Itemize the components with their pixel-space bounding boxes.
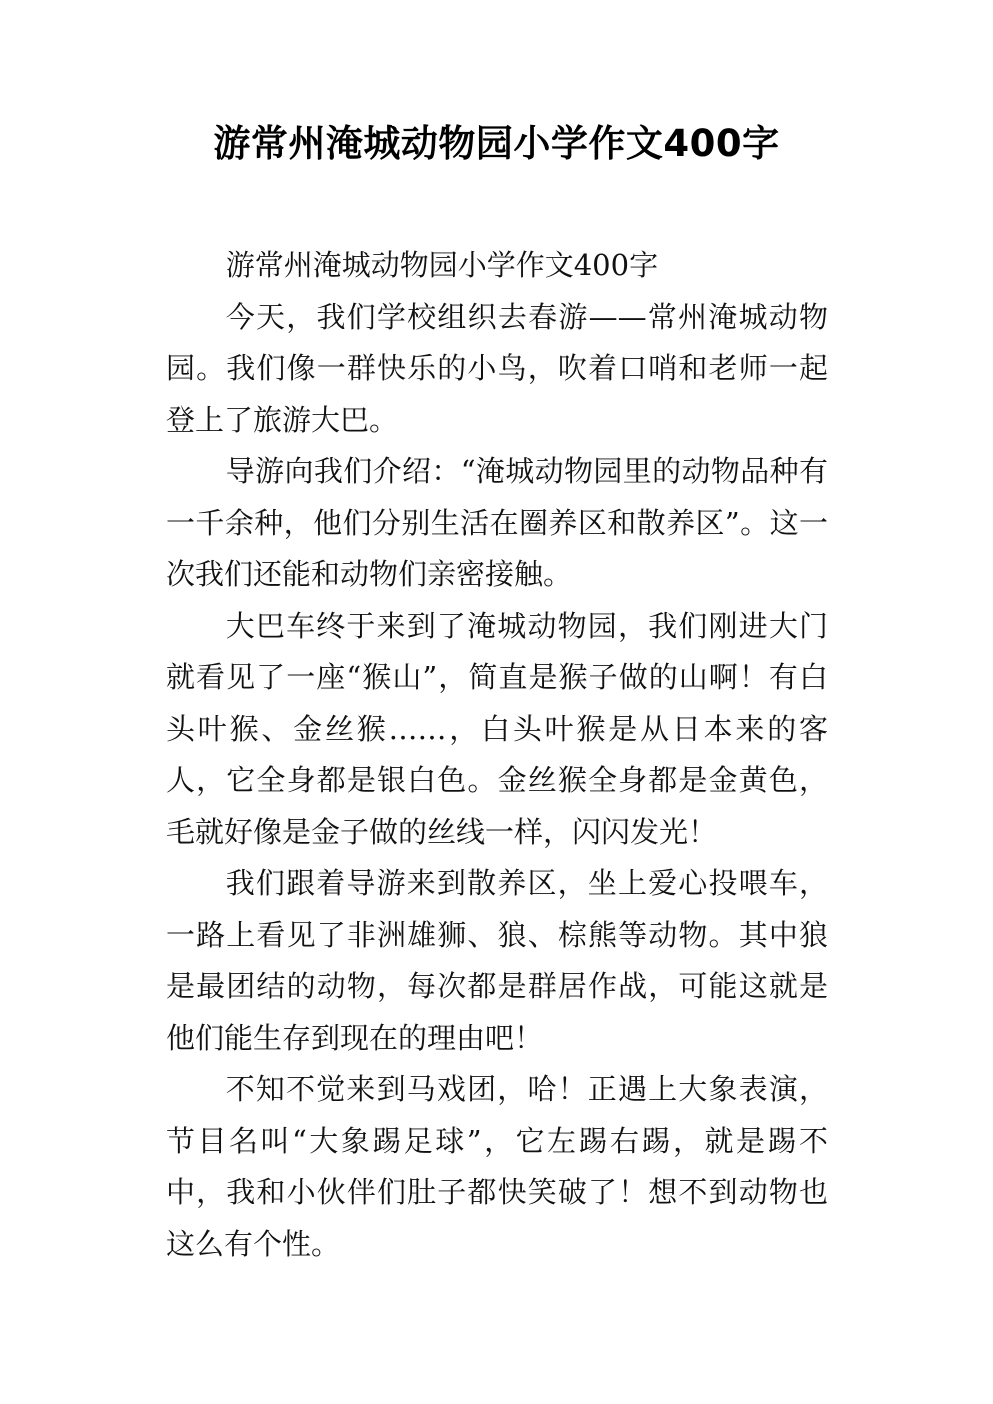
essay-paragraph-1: 今天，我们学校组织去春游——常州淹城动物园。我们像一群快乐的小鸟，吹着口哨和老师一起登上了旅游大巴。 [166,299,828,437]
page-title: 游常州淹城动物园小学作文400字 [213,122,780,165]
essay-paragraph-4: 我们跟着导游来到散养区，坐上爱心投喂车，一路上看见了非洲雄狮、狼、棕熊等动物。其中狼是最团结的动物，每次都是群居作战，可能这就是他们能生存到现在的理由吧！ [166,866,828,1055]
essay-paragraph-3: 大巴车终于来到了淹城动物园，我们刚进大门就看见了一座“猴山”，简直是猴子做的山啊！有白头叶猴、金丝猴……，白头叶猴是从日本来的客人，它全身都是银白色。金丝猴全身都是金黄色，毛就好像是金子做的丝线一样，闪闪发光！ [166,608,828,849]
essay-paragraph-5: 不知不觉来到马戏团，哈！正遇上大象表演，节目名叫“大象踢足球”，它左踢右踢，就是踢不中，我和小伙伴们肚子都快笑破了！想不到动物也这么有个性。 [166,1072,828,1261]
essay-subtitle: 游常州淹城动物园小学作文400字 [225,248,659,282]
essay-body [166,240,828,1270]
essay-paragraph-2: 导游向我们介绍：“淹城动物园里的动物品种有一千余种，他们分别生活在圈养区和散养区”。这一次我们还能和动物们亲密接触。 [166,454,828,591]
